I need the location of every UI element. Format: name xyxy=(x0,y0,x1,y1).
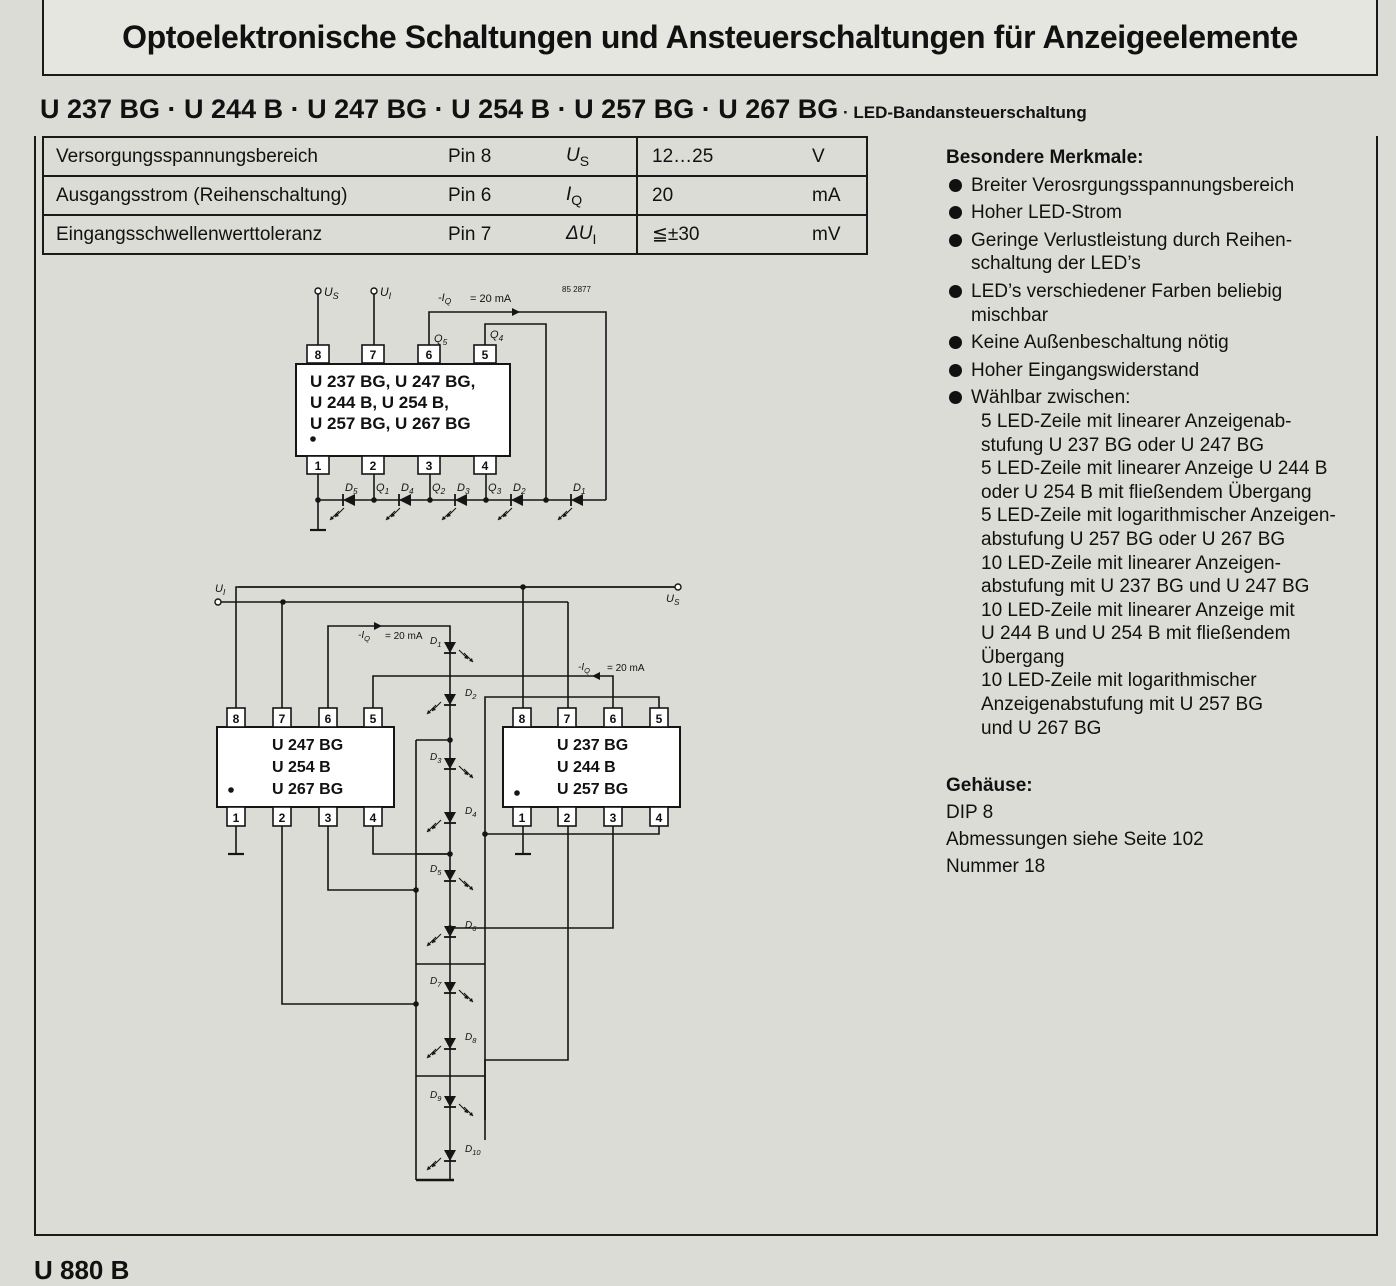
pin-number: 1 xyxy=(232,811,240,825)
diagram-label xyxy=(457,482,470,496)
label-main: D xyxy=(401,482,409,494)
pin-number: 4 xyxy=(481,459,489,473)
label-sub: S xyxy=(332,291,339,301)
junction-dot xyxy=(543,497,549,503)
wire xyxy=(373,826,450,854)
current-value: = 20 mA xyxy=(607,663,645,674)
label-sub: 4 xyxy=(472,810,477,819)
wire xyxy=(236,587,675,708)
pin-number: 8 xyxy=(314,348,322,362)
label-main: Q xyxy=(432,482,441,494)
selectable-option-line: U 244 B und U 254 B mit fließendem xyxy=(981,623,1291,645)
label-sub: 2 xyxy=(520,487,526,496)
label-sub: Q xyxy=(584,666,590,675)
label-main: D xyxy=(430,636,438,647)
label-main: -I xyxy=(438,292,445,304)
spec-name: Versorgungsspannungsbereich xyxy=(43,137,448,176)
label-sub: 5 xyxy=(352,487,358,496)
led-diode xyxy=(444,1150,456,1161)
junction-dot xyxy=(371,497,377,503)
label-main: Q xyxy=(376,482,385,494)
pin-number: 6 xyxy=(609,712,617,726)
pin-number: 7 xyxy=(369,348,377,362)
spec-unit: mV xyxy=(812,215,867,254)
label-sub: 9 xyxy=(437,1094,442,1103)
spec-name: Eingangsschwellenwerttoleranz xyxy=(43,215,448,254)
current-arrow xyxy=(512,308,520,316)
label-sub: Q xyxy=(364,634,370,643)
chip-label: U 257 BG, U 267 BG xyxy=(310,414,471,433)
feature-text: Hoher LED-Strom xyxy=(971,202,1122,224)
diagram-label xyxy=(401,482,414,496)
pin-number: 6 xyxy=(324,712,332,726)
label-main: D xyxy=(465,806,473,817)
selectable-option-line: 10 LED-Zeile mit linearer Anzeigen- xyxy=(981,552,1281,574)
label-sub: I xyxy=(222,588,226,597)
label-sub: 8 xyxy=(472,1036,477,1045)
spec-pin: Pin 6 xyxy=(448,176,566,215)
pin-number: 4 xyxy=(369,811,377,825)
led-diode xyxy=(444,982,456,993)
diagram-label xyxy=(490,329,504,343)
pin-number: 2 xyxy=(563,811,571,825)
pin-number: 7 xyxy=(563,712,571,726)
diagram-label xyxy=(430,752,442,765)
diagram-label xyxy=(376,482,389,496)
label-main: D xyxy=(457,482,465,494)
selectable-option-line: stufung U 237 BG oder U 247 BG xyxy=(981,434,1265,456)
feature-text: Keine Außenbeschaltung nötig xyxy=(971,332,1229,354)
label-sub: 3 xyxy=(496,487,502,496)
diagram-label xyxy=(324,285,339,301)
page-title: Optoelektronische Schaltungen und Ansteuerschaltungen für Anzeigeelemente xyxy=(122,18,1298,55)
selectable-option-line: 10 LED-Zeile mit logarithmischer xyxy=(981,670,1257,692)
diagram-label xyxy=(434,333,448,347)
diagram-label xyxy=(465,806,476,819)
label-main: D xyxy=(465,688,473,699)
label-main: U xyxy=(380,285,389,299)
label-main: D xyxy=(573,482,581,494)
selectable-option-line: 5 LED-Zeile mit linearer Anzeigenab- xyxy=(981,410,1292,432)
chip-label: U 267 BG xyxy=(272,781,344,798)
label-main: U xyxy=(324,285,333,299)
diagram-label xyxy=(573,482,586,496)
housing-line: Abmessungen siehe Seite 102 xyxy=(946,829,1204,850)
led-diode xyxy=(444,870,456,881)
terminal xyxy=(675,584,681,590)
circuit-diagram-10-led xyxy=(215,583,681,1180)
led-diode xyxy=(444,1038,456,1049)
junction-dot xyxy=(482,831,488,837)
selectable-option-line: abstufung mit U 237 BG und U 247 BG xyxy=(981,576,1310,598)
diagram-label xyxy=(430,976,442,989)
current-value: = 20 mA xyxy=(385,631,423,642)
spec-pin: Pin 7 xyxy=(448,215,566,254)
wire xyxy=(373,676,450,708)
label-sub: 10 xyxy=(472,1148,481,1157)
chip-label: U 244 B, U 254 B, xyxy=(310,393,449,412)
selectable-option-line: und U 267 BG xyxy=(981,717,1102,739)
spec-unit: V xyxy=(812,137,867,176)
pin-number: 2 xyxy=(369,459,377,473)
chip-label: U 237 BG xyxy=(557,737,629,754)
housing-heading: Gehäuse: xyxy=(946,775,1033,796)
led-diode xyxy=(444,694,456,705)
label-main: Q xyxy=(490,329,499,341)
selectable-option-line: 10 LED-Zeile mit linearer Anzeige mit xyxy=(981,599,1295,621)
feature-text: Breiter Verosrgungsspannungsbereich xyxy=(971,174,1295,196)
led-diode xyxy=(444,642,456,653)
diagram-label xyxy=(488,482,502,496)
spec-symbol: $U_S$ xyxy=(566,137,637,176)
label-main: D xyxy=(345,482,353,494)
pin-number: 5 xyxy=(655,712,663,726)
spec-unit: mA xyxy=(812,176,867,215)
chip-label: U 244 B xyxy=(557,759,616,776)
label-sub: 1 xyxy=(580,487,586,496)
feature-text: schaltung der LED’s xyxy=(971,253,1141,275)
selectable-option-line: 5 LED-Zeile mit linearer Anzeige U 244 B xyxy=(981,458,1328,480)
label-main: D xyxy=(430,1090,438,1101)
junction-dot xyxy=(228,787,234,793)
diagram-label xyxy=(345,482,358,496)
label-main: D xyxy=(430,976,438,987)
diagram-label xyxy=(432,482,446,496)
label-main: D xyxy=(430,752,438,763)
label-sub: 1 xyxy=(437,640,442,649)
spec-symbol: $I_Q$ xyxy=(566,176,637,215)
current-arrow xyxy=(592,672,600,680)
spec-value: 20 xyxy=(637,176,812,215)
spec-value: ≦±30 xyxy=(637,215,812,254)
wire xyxy=(450,826,613,928)
chip-label: U 254 B xyxy=(272,759,331,776)
label-main: D xyxy=(465,920,473,931)
label-sub: 5 xyxy=(437,868,442,877)
diagram-label xyxy=(358,630,370,643)
diagram-label xyxy=(465,1032,477,1045)
label-sub: 4 xyxy=(408,487,414,496)
pin-number: 4 xyxy=(655,811,663,825)
current-value: = 20 mA xyxy=(470,293,512,305)
junction-dot xyxy=(310,436,316,442)
diagram-label xyxy=(666,593,680,607)
label-main: D xyxy=(513,482,521,494)
wire xyxy=(485,826,659,834)
diagram-label xyxy=(430,636,441,649)
label-main: Q xyxy=(434,333,443,345)
label-sub: 5 xyxy=(442,338,448,347)
diagram-label xyxy=(513,482,526,496)
pin-number: 1 xyxy=(518,811,526,825)
label-main: D xyxy=(465,1144,473,1155)
housing-line: Nummer 18 xyxy=(946,856,1046,877)
pin-number: 8 xyxy=(232,712,240,726)
spec-pin: Pin 8 xyxy=(448,137,566,176)
pin-number: 3 xyxy=(324,811,332,825)
wire xyxy=(485,826,568,1120)
junction-dot xyxy=(427,497,433,503)
pin-number: 8 xyxy=(518,712,526,726)
chip-label: U 237 BG, U 247 BG, xyxy=(310,372,476,391)
diagram-label xyxy=(465,920,477,933)
pin-number: 6 xyxy=(425,348,433,362)
junction-dot xyxy=(483,497,489,503)
diagram-label xyxy=(430,1090,442,1103)
spec-symbol: $\Delta U_I$ xyxy=(566,215,637,254)
pin-number: 3 xyxy=(425,459,433,473)
spec-value: 12…25 xyxy=(637,137,812,176)
housing-line: DIP 8 xyxy=(946,802,994,823)
wire xyxy=(328,826,416,890)
selectable-option-line: 5 LED-Zeile mit logarithmischer Anzeigen- xyxy=(981,505,1336,527)
feature-text: Hoher Eingangswiderstand xyxy=(971,359,1200,381)
spec-name: Ausgangsstrom (Reihenschaltung) xyxy=(43,176,448,215)
label-sub: 3 xyxy=(464,487,470,496)
feature-text: mischbar xyxy=(971,304,1049,326)
chip-label: U 247 BG xyxy=(272,737,344,754)
selectable-option-line: Übergang xyxy=(981,646,1065,668)
current-arrow xyxy=(374,622,382,630)
wire xyxy=(282,826,416,1004)
terminal xyxy=(215,599,221,605)
features-heading: Besondere Merkmale: xyxy=(946,147,1144,168)
label-main: U xyxy=(666,593,674,605)
selectable-option-line: oder U 254 B mit fließendem Übergang xyxy=(981,481,1312,503)
selectable-option-line: abstufung U 257 BG oder U 267 BG xyxy=(981,528,1286,550)
next-section-title: U 880 B xyxy=(34,1255,130,1285)
label-main: -I xyxy=(578,662,585,673)
terminal xyxy=(371,288,377,294)
pin-number: 3 xyxy=(609,811,617,825)
diagram-label xyxy=(465,688,477,701)
junction-dot xyxy=(280,599,286,605)
label-main: U xyxy=(215,583,223,595)
label-main: Q xyxy=(488,482,497,494)
feature-text: Wählbar zwischen: xyxy=(971,387,1131,409)
label-sub: 7 xyxy=(437,980,442,989)
pin-number: 5 xyxy=(481,348,489,362)
label-sub: S xyxy=(673,598,680,607)
terminal xyxy=(315,288,321,294)
chip-label: U 257 BG xyxy=(557,781,629,798)
label-main: -I xyxy=(358,630,365,641)
diagram-label xyxy=(430,864,442,877)
pin-number: 5 xyxy=(369,712,377,726)
led-diode xyxy=(444,758,456,769)
section-description: · LED-Bandansteuerschaltung xyxy=(838,103,1087,122)
junction-dot xyxy=(447,851,453,857)
diagram-label xyxy=(380,285,392,301)
section-types: U 237 BG · U 244 B · U 247 BG · U 254 B · U 257 BG · U 267 BG xyxy=(40,94,839,124)
diagram-label xyxy=(438,292,452,306)
label-sub: 6 xyxy=(472,924,477,933)
label-sub: I xyxy=(388,291,392,301)
led-diode xyxy=(444,812,456,823)
label-sub: Q xyxy=(444,297,452,306)
pin-number: 1 xyxy=(314,459,322,473)
label-main: D xyxy=(465,1032,473,1043)
diagram-label xyxy=(215,583,226,597)
junction-dot xyxy=(447,925,453,931)
label-sub: 2 xyxy=(472,692,477,701)
diagram-label xyxy=(465,1144,481,1157)
label-sub: 4 xyxy=(498,334,504,343)
label-main: D xyxy=(430,864,438,875)
led-diode xyxy=(444,1096,456,1107)
junction-dot xyxy=(413,887,419,893)
label-sub: 3 xyxy=(437,756,442,765)
junction-dot xyxy=(447,737,453,743)
feature-text: Geringe Verlustleistung durch Reihen- xyxy=(971,229,1293,251)
diagram-label xyxy=(578,662,590,675)
diagram-ref: 85 2877 xyxy=(562,285,591,294)
pin-number: 7 xyxy=(278,712,286,726)
junction-dot xyxy=(514,790,520,796)
junction-dot xyxy=(413,1001,419,1007)
label-sub: 2 xyxy=(440,487,446,496)
circuit-diagram-5-led xyxy=(296,285,606,530)
selectable-option-line: Anzeigenabstufung mit U 257 BG xyxy=(981,694,1264,716)
feature-text: LED’s verschiedener Farben beliebig xyxy=(971,280,1283,302)
pin-number: 2 xyxy=(278,811,286,825)
label-sub: 1 xyxy=(384,487,390,496)
